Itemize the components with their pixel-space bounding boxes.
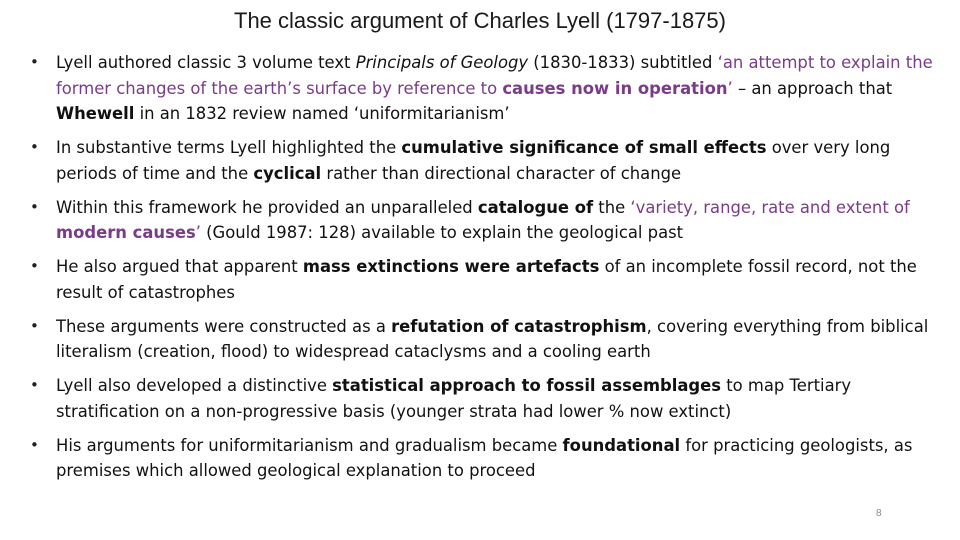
text-segment: cyclical [253,163,322,183]
bullet-item [30,314,935,365]
bullet-list [30,50,935,484]
bullet-dot-icon: • [30,197,39,216]
text-segment: ‘variety, range, rate and extent of [630,197,910,217]
bullet-item [30,373,935,424]
bullet-dot-icon: • [30,376,39,394]
text-segment: ’ [727,78,733,98]
text-segment: Whewell [56,104,135,123]
bullet-item [30,195,935,246]
text-segment: , covering everything from biblical literalism (creation, flood) to widespread cataclysms and a cooling earth [56,316,929,361]
bullet-dot-icon: • [30,257,39,275]
bullet-item [30,433,935,484]
bullet-dot-icon: • [30,53,39,71]
slide-number: 8 [876,508,882,519]
text-segment: – an approach that [732,78,893,98]
text-segment: rather than directional character of change [321,163,682,183]
text-segment: In substantive terms Lyell highlighted the [56,138,402,157]
bullet-item [30,254,935,305]
text-segment: causes now in operation [502,78,728,98]
text-segment: cumulative significance of small effects [401,138,767,157]
text-segment: Within this framework he provided an unparalleled [56,197,478,217]
text-segment: mass extinctions were artefacts [302,257,600,276]
bullet-text [56,198,910,243]
bullet-text [56,317,928,362]
text-segment: modern causes [56,223,196,242]
text-segment: for practicing geologists, as premises which allowed geological explanation to proceed [56,435,913,480]
text-segment: statistical approach to fossil assemblages [332,376,722,395]
bullet-item [30,135,935,186]
bullet-dot-icon: • [30,316,39,335]
text-segment: ‘an attempt to explain the former changes of the earth’s surface by reference to [56,53,933,98]
text-segment: (1830-1833) subtitled [528,53,718,72]
text-segment: the [593,197,631,217]
text-segment: refutation of catastrophism [391,316,647,336]
text-segment: ’ [195,223,201,242]
text-segment: His arguments for uniformitarianism and gradualism became [56,435,563,455]
text-segment: over very long periods of time and the [56,138,891,183]
text-segment: to map Tertiary stratification on a non-progressive basis (younger strata had lower % now extinct) [56,376,852,421]
bullet-item [30,50,935,127]
text-segment: These arguments were constructed as a [56,316,392,336]
bullet-dot-icon: • [30,138,39,156]
text-segment: foundational [562,435,681,455]
bullet-text [56,53,933,123]
bullet-text [56,376,851,421]
bullet-text [56,138,890,183]
text-segment: Lyell also developed a distinctive [56,376,333,395]
text-segment: He also argued that apparent [56,257,303,276]
bullet-text [56,436,912,481]
text-segment: of an incomplete fossil record, not the result of catastrophes [56,257,917,302]
text-segment: Principals of Geology [355,53,529,72]
text-segment: Lyell authored classic 3 volume text [56,53,356,72]
bullet-dot-icon: • [30,435,39,454]
text-segment: (Gould 1987: 128) available to explain the geological past [200,223,684,242]
bullet-text [56,257,917,302]
text-segment: in an 1832 review named ‘uniformitarianism’ [134,104,510,123]
slide-title: The classic argument of Charles Lyell (1797-1875) [234,8,726,33]
text-segment: catalogue of [477,197,594,217]
